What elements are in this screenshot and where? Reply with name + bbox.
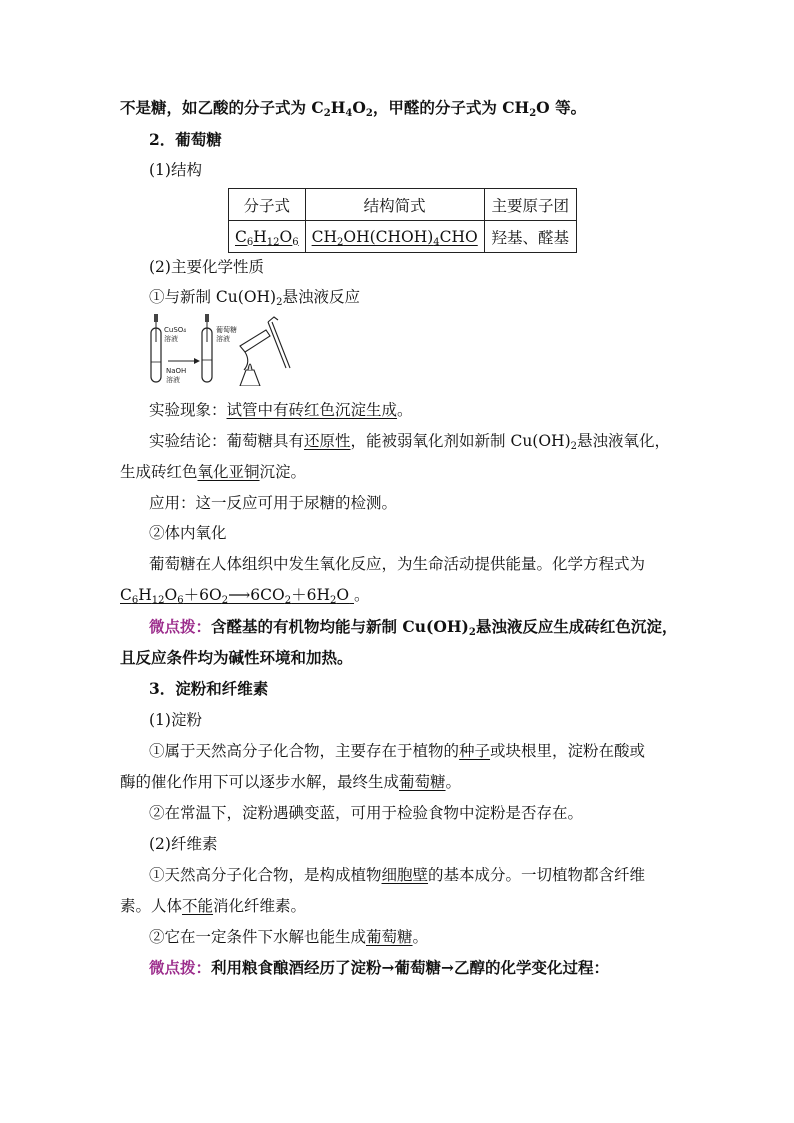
application-line: 应用：这一反应可用于尿糖的检测。 bbox=[149, 494, 398, 512]
table-row bbox=[229, 221, 577, 253]
solution-label: 溶液 bbox=[164, 335, 178, 343]
body-oxidation-text: 葡萄糖在人体组织中发生氧化反应，为生命活动提供能量。化学方程式为 bbox=[149, 555, 646, 573]
conclusion-line-2: 生成砖红色氧化亚铜沉淀。 bbox=[120, 463, 307, 481]
tip-1-line: 微点拨：含醛基的有机物均能与新制 $Cu(OH)_2$悬浊液反应生成砖红色沉淀， bbox=[149, 617, 678, 638]
conclusion-line-1: 实验结论：葡萄糖具有还原性，能被弱氧化剂如新制 $Cu(OH)_2$悬浊液氧化， bbox=[149, 432, 671, 452]
cuso4-label: CuSO₄ bbox=[164, 326, 187, 334]
table-header: 分子式 bbox=[229, 189, 306, 221]
tip-label: 微点拨： bbox=[149, 958, 212, 977]
subsection-properties: (2)主要化学性质 bbox=[149, 258, 264, 276]
tip-label: 微点拨： bbox=[149, 617, 212, 636]
intro-line: 不是糖，如乙酸的分子式为 $C_2H_4O_2$，甲醛的分子式为 $CH_2O$ 等。 bbox=[120, 98, 587, 119]
structural-formula-cell: $CH_2OH(CHOH)_4CHO$ bbox=[305, 221, 484, 253]
heating-setup bbox=[240, 317, 290, 386]
starch-line-3: ②在常温下，淀粉遇碘变蓝，可用于检验食物中淀粉是否存在。 bbox=[149, 804, 584, 822]
reaction-1-heading: ①与新制 $Cu(OH)_2$悬浊液反应 bbox=[149, 288, 360, 308]
table-header: 主要原子团 bbox=[484, 189, 576, 221]
reaction-2-heading: ②体内氧化 bbox=[149, 524, 227, 542]
naoh-label: NaOH bbox=[166, 367, 187, 375]
cellulose-line-1: ①天然高分子化合物，是构成植物细胞壁的基本成分。一切植物都含纤维 bbox=[149, 866, 646, 884]
table-header: 结构简式 bbox=[305, 189, 484, 221]
subsection-starch: (1)淀粉 bbox=[149, 711, 202, 729]
cellulose-line-3: ②它在一定条件下水解也能生成葡萄糖。 bbox=[149, 928, 429, 946]
tip-2-line: 微点拨：利用粮食酿酒经历了淀粉→葡萄糖→乙醇的化学变化过程： bbox=[149, 958, 609, 977]
table-header-row bbox=[229, 189, 577, 221]
functional-group-cell: 羟基、醛基 bbox=[484, 221, 576, 253]
experiment-apparatus-figure bbox=[148, 312, 308, 386]
solution-label: 溶液 bbox=[216, 335, 230, 343]
subsection-structure: (1)结构 bbox=[149, 161, 202, 179]
tip-1-continuation: 且反应条件均为碱性环境和加热。 bbox=[120, 648, 353, 667]
section-3-heading: 3．淀粉和纤维素 bbox=[149, 679, 269, 698]
starch-line-2: 酶的催化作用下可以逐步水解，最终生成葡萄糖。 bbox=[120, 773, 462, 791]
molecular-formula-cell: $C_6H_{12}O_6$ bbox=[229, 221, 306, 253]
oxidation-equation: $C_6H_{12}O_6+6O_2⟶6CO_2+6H_2O$ 。 bbox=[120, 586, 370, 606]
cellulose-line-2: 素。人体不能消化纤维素。 bbox=[120, 897, 307, 915]
glucose-structure-table bbox=[228, 188, 577, 253]
subsection-cellulose: (2)纤维素 bbox=[149, 835, 218, 853]
solution-label: 溶液 bbox=[166, 376, 180, 384]
section-2-heading: 2．葡萄糖 bbox=[149, 130, 222, 149]
starch-line-1: ①属于天然高分子化合物，主要存在于植物的种子或块根里，淀粉在酸或 bbox=[149, 742, 646, 760]
phenomenon-line: 实验现象：试管中有砖红色沉淀生成。 bbox=[149, 401, 413, 419]
glucose-label: 葡萄糖 bbox=[216, 326, 237, 334]
